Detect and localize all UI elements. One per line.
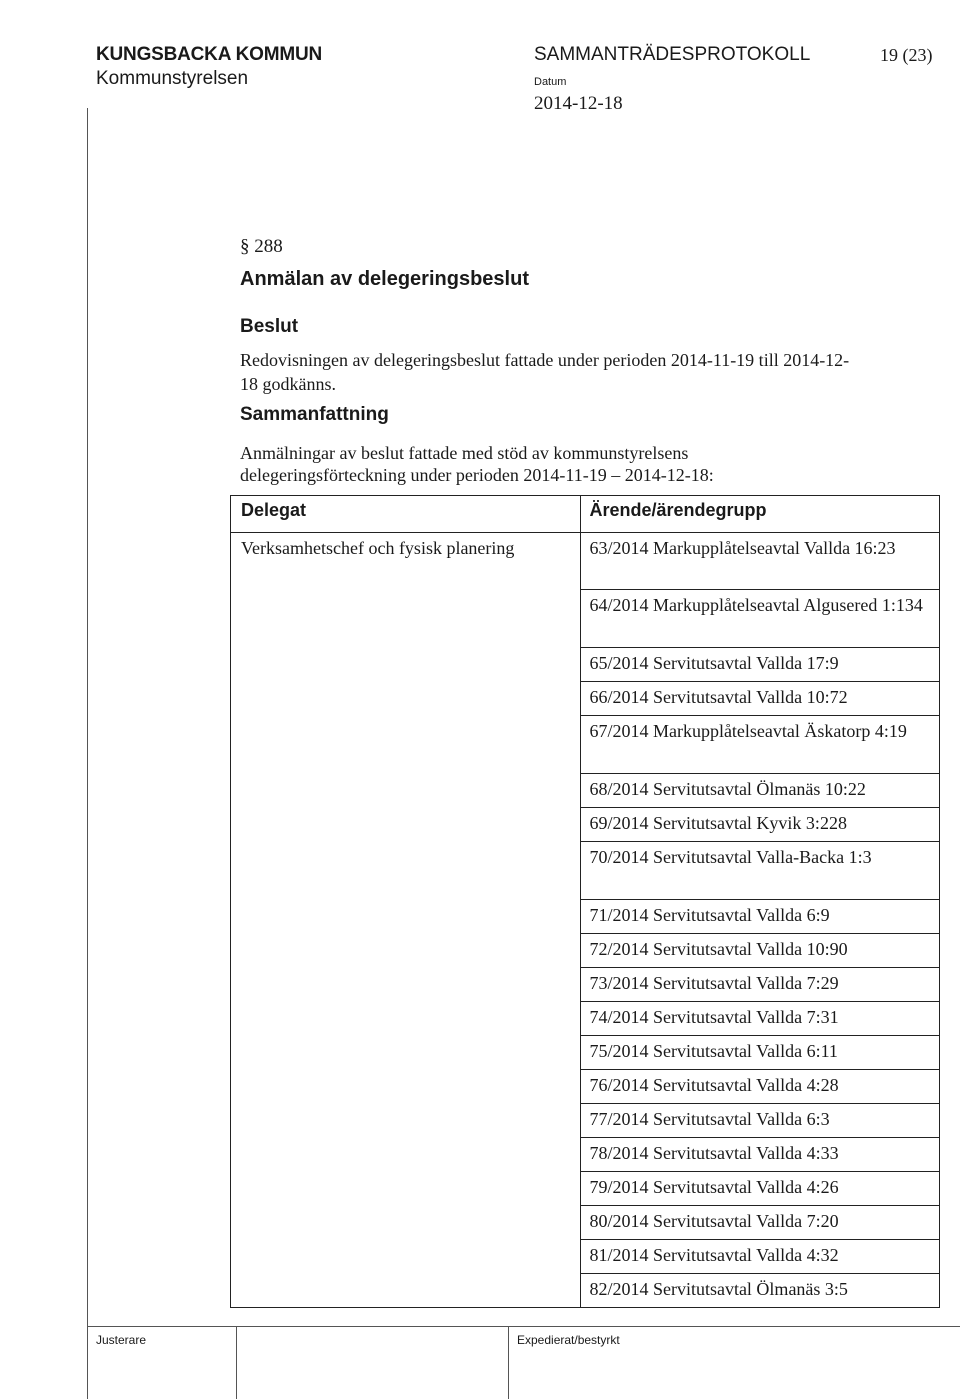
table-row <box>231 533 940 590</box>
arende-cell: 64/2014 Markupplåtelseavtal Algusered 1:134 <box>581 590 940 648</box>
arende-cell: 66/2014 Servitutsavtal Vallda 10:72 <box>581 682 940 716</box>
beslut-text-line: 18 godkänns. <box>240 374 336 394</box>
arende-cell: 67/2014 Markupplåtelseavtal Äskatorp 4:19 <box>581 716 940 774</box>
arende-cell: 81/2014 Servitutsavtal Vallda 4:32 <box>581 1240 940 1274</box>
section-title: Anmälan av delegeringsbeslut <box>240 268 529 290</box>
arende-cell: 82/2014 Servitutsavtal Ölmanäs 3:5 <box>581 1274 940 1308</box>
sammanfattning-text-line: delegeringsförteckning under perioden 2014-11-19 – 2014-12-18: <box>240 465 714 485</box>
arende-cell: 65/2014 Servitutsavtal Vallda 17:9 <box>581 648 940 682</box>
arende-cell: 75/2014 Servitutsavtal Vallda 6:11 <box>581 1036 940 1070</box>
delegat-cell: Verksamhetschef och fysisk planering <box>231 533 581 1308</box>
table-header-row <box>231 496 940 533</box>
footer-divider <box>236 1326 237 1399</box>
paragraph-number: § 288 <box>240 236 283 257</box>
arende-cell: 78/2014 Servitutsavtal Vallda 4:33 <box>581 1138 940 1172</box>
arende-cell: 71/2014 Servitutsavtal Vallda 6:9 <box>581 900 940 934</box>
arende-cell: 72/2014 Servitutsavtal Vallda 10:90 <box>581 934 940 968</box>
date-value: 2014-12-18 <box>534 93 623 114</box>
justerare-label: Justerare <box>96 1333 147 1347</box>
arende-cell: 73/2014 Servitutsavtal Vallda 7:29 <box>581 968 940 1002</box>
arende-cell: 68/2014 Servitutsavtal Ölmanäs 10:22 <box>581 774 940 808</box>
arende-cell: 79/2014 Servitutsavtal Vallda 4:26 <box>581 1172 940 1206</box>
department-name: Kommunstyrelsen <box>96 68 249 89</box>
footer-rule <box>87 1326 960 1327</box>
arende-cell: 63/2014 Markupplåtelseavtal Vallda 16:23 <box>581 533 940 590</box>
arende-cell: 74/2014 Servitutsavtal Vallda 7:31 <box>581 1002 940 1036</box>
sammanfattning-text-line: Anmälningar av beslut fattade med stöd av kommunstyrelsens <box>240 443 689 463</box>
arende-cell: 77/2014 Servitutsavtal Vallda 6:3 <box>581 1104 940 1138</box>
arende-cell: 70/2014 Servitutsavtal Valla-Backa 1:3 <box>581 842 940 900</box>
delegation-table <box>230 495 940 1308</box>
expedierat-label: Expedierat/bestyrkt <box>517 1333 620 1347</box>
arende-cell: 80/2014 Servitutsavtal Vallda 7:20 <box>581 1206 940 1240</box>
header-arende: Ärende/ärendegrupp <box>581 496 940 533</box>
date-label: Datum <box>534 76 567 88</box>
arende-cell: 76/2014 Servitutsavtal Vallda 4:28 <box>581 1070 940 1104</box>
left-margin-rule <box>87 108 88 1399</box>
beslut-text-line: Redovisningen av delegeringsbeslut fattade under perioden 2014-11-19 till 2014-12- <box>240 350 850 370</box>
sammanfattning-heading: Sammanfattning <box>240 404 389 425</box>
footer-divider <box>508 1326 509 1399</box>
header-delegat: Delegat <box>231 496 581 533</box>
document-type: SAMMANTRÄDESPROTOKOLL <box>534 44 811 65</box>
organization-name: KUNGSBACKA KOMMUN <box>96 44 322 65</box>
page-number: 19 (23) <box>880 45 933 65</box>
beslut-heading: Beslut <box>240 316 299 337</box>
arende-cell: 69/2014 Servitutsavtal Kyvik 3:228 <box>581 808 940 842</box>
table-body <box>231 533 940 1308</box>
